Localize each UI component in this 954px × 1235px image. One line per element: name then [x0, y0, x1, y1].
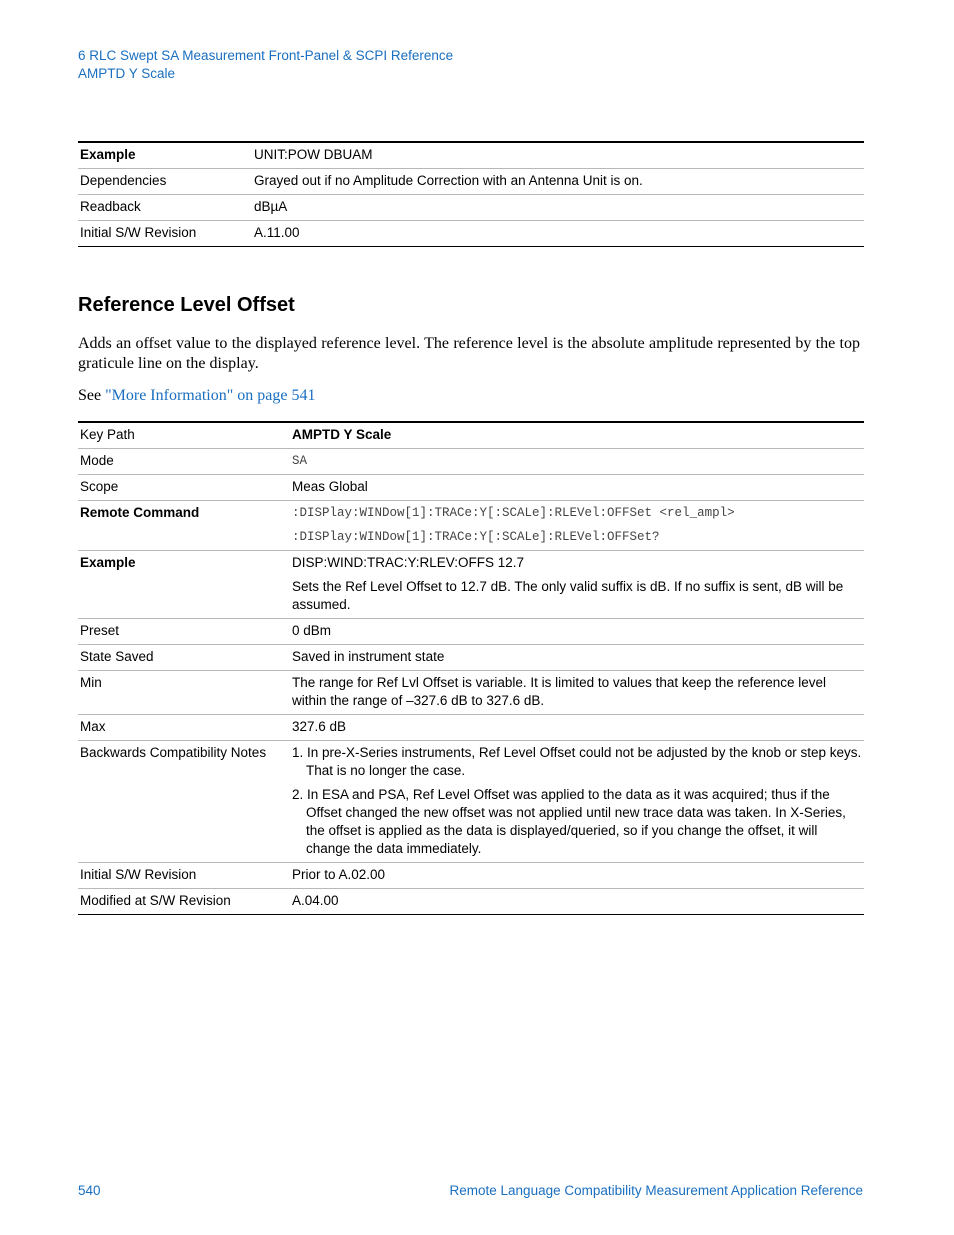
unit-properties-table — [78, 141, 864, 247]
row-key: Preset — [80, 623, 120, 638]
row-key: Readback — [80, 199, 141, 214]
row-value: AMPTD Y Scale — [292, 427, 392, 442]
row-value: dBµA — [254, 199, 288, 214]
row-key: Scope — [80, 479, 119, 494]
row-key: Backwards Compatibility Notes — [80, 745, 267, 760]
row-key: State Saved — [80, 649, 154, 664]
table-row — [78, 889, 864, 915]
row-value: Grayed out if no Amplitude Correction with an Antenna Unit is on. — [254, 173, 643, 188]
table-row — [78, 195, 864, 221]
reference-level-offset-table — [78, 421, 864, 915]
row-value: Saved in instrument state — [292, 649, 445, 664]
table-row — [78, 169, 864, 195]
table-row — [78, 671, 864, 715]
row-value: A.04.00 — [292, 893, 339, 908]
section-description: Adds an offset value to the displayed reference level. The reference level is the absolute amplitude represented by the top graticule line on the display. — [78, 335, 860, 372]
row-key: Modified at S/W Revision — [80, 893, 231, 908]
table-row — [78, 645, 864, 671]
table-row — [78, 221, 864, 247]
example-command: DISP:WIND:TRAC:Y:RLEV:OFFS 12.7 — [292, 555, 525, 570]
row-key: Mode — [80, 453, 114, 468]
section-header: AMPTD Y Scale — [78, 66, 176, 81]
table-row — [78, 741, 864, 863]
row-value: The range for Ref Lvl Offset is variable. It is limited to values that keep the reference level within the range of –327.6 dB to 327.6 dB. — [292, 675, 827, 708]
document-title: Remote Language Compatibility Measurement Application Reference — [449, 1183, 863, 1198]
row-value — [290, 501, 864, 551]
row-value: Prior to A.02.00 — [292, 867, 386, 882]
row-key: Example — [80, 555, 136, 570]
row-key: Min — [80, 675, 102, 690]
row-value: SA — [292, 454, 308, 468]
row-value: A.11.00 — [254, 225, 300, 240]
row-key: Key Path — [80, 427, 135, 442]
row-value: 0 dBm — [292, 623, 332, 638]
section-title: Reference Level Offset — [78, 294, 295, 316]
table-row — [78, 449, 864, 475]
remote-command-query: :DISPlay:WINDow[1]:TRACe:Y[:SCALe]:RLEVel:OFFSet? — [292, 530, 660, 544]
table-row — [78, 501, 864, 551]
page-number: 540 — [78, 1183, 101, 1198]
table-row — [78, 142, 864, 169]
running-header — [78, 47, 453, 83]
row-value: 327.6 dB — [292, 719, 347, 734]
row-value: UNIT:POW DBUAM — [254, 147, 373, 162]
row-key: Remote Command — [80, 505, 200, 520]
row-value — [290, 551, 864, 619]
row-key: Dependencies — [80, 173, 167, 188]
see-prefix: See — [78, 387, 106, 404]
example-description: Sets the Ref Level Offset to 12.7 dB. The only valid suffix is dB. If no suffix is sent, dB will be assumed. — [292, 579, 844, 612]
see-also — [78, 386, 860, 406]
row-value — [290, 741, 864, 863]
more-information-link[interactable]: "More Information" on page 541 — [105, 387, 316, 404]
table-row — [78, 422, 864, 449]
table-row — [78, 475, 864, 501]
table-row — [78, 863, 864, 889]
remote-command-set: :DISPlay:WINDow[1]:TRACe:Y[:SCALe]:RLEVel:OFFSet <rel_ampl> — [292, 506, 735, 520]
table-row — [78, 715, 864, 741]
chapter-header: 6 RLC Swept SA Measurement Front-Panel & SCPI Reference — [78, 48, 454, 63]
compat-note: 2. In ESA and PSA, Ref Level Offset was applied to the data as it was acquired; thus if the Offset changed the new offset was not applied until new trace data was taken. In X-Series, the offset is applied as the data is displayed/queried, so if you change the offset, it will change the data immediately. — [292, 787, 846, 856]
row-key: Initial S/W Revision — [80, 225, 197, 240]
row-value: Meas Global — [292, 479, 368, 494]
row-key: Max — [80, 719, 106, 734]
compat-note: 1. In pre-X-Series instruments, Ref Level Offset could not be adjusted by the knob or step keys. That is no longer the case. — [292, 745, 862, 778]
table-row — [78, 551, 864, 619]
row-key: Initial S/W Revision — [80, 867, 197, 882]
row-key: Example — [80, 147, 136, 162]
table-row — [78, 619, 864, 645]
